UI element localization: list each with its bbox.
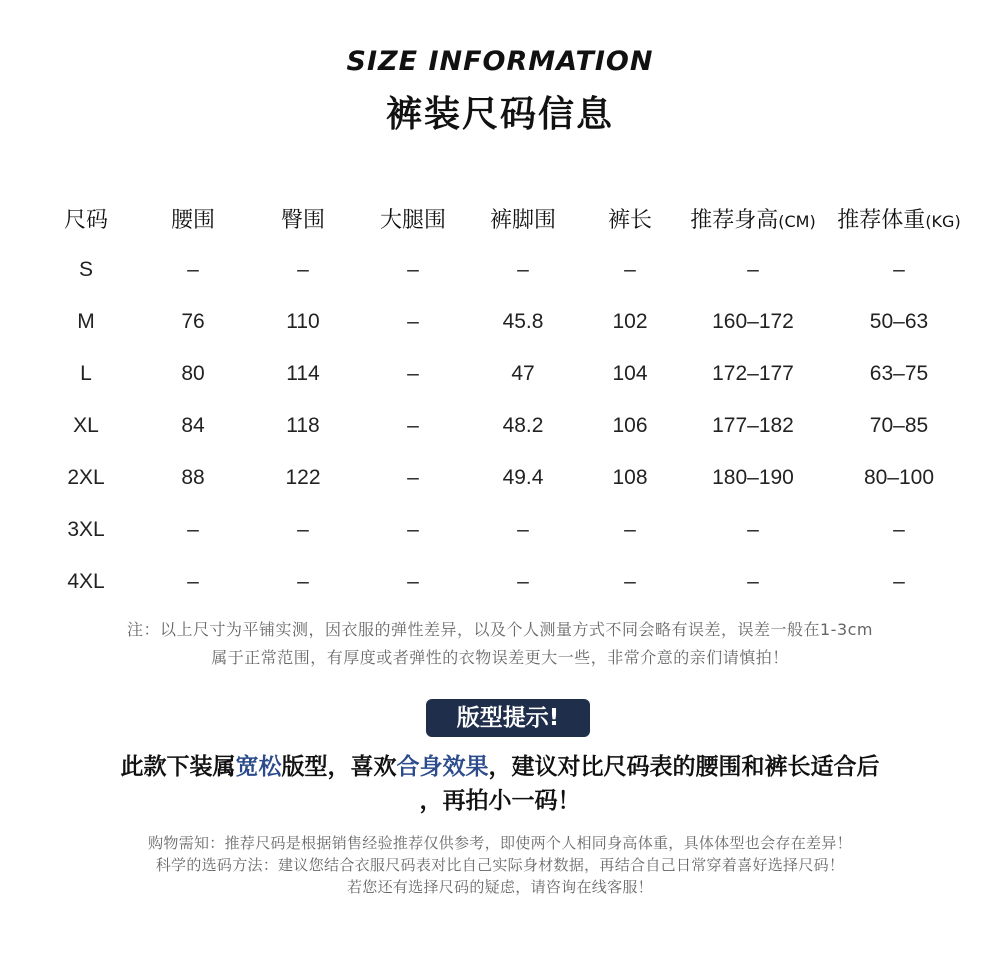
table-cell: 80	[181, 362, 205, 385]
tip-line: 购物需知：推荐尺码是根据销售经验推荐仅供参考，即使两个人相同身高体重，具体体型也会存在差异！	[148, 834, 852, 852]
table-cell: –	[187, 570, 199, 593]
table-cell: –	[747, 258, 759, 281]
table-cell: –	[187, 518, 199, 541]
shopping-tips	[0, 832, 1000, 898]
table-cell: 50–63	[869, 310, 929, 333]
table-cell: –	[747, 570, 759, 593]
table-cell: 102	[612, 310, 648, 333]
table-row	[30, 452, 970, 504]
table-cell: 118	[286, 414, 320, 437]
table-cell: 122	[285, 466, 321, 489]
header-cell: 腰围	[170, 207, 215, 233]
fit-line-1: 此款下装属宽松版型，喜欢合身效果，建议对比尺码表的腰围和裤长适合后	[120, 754, 880, 780]
table-cell: 110	[286, 310, 320, 333]
size-table	[30, 192, 970, 608]
table-cell: 63–75	[869, 362, 929, 385]
size-label-cell: 3XL	[67, 518, 105, 541]
table-cell: –	[407, 466, 419, 489]
table-cell: 49.4	[502, 466, 544, 489]
table-row	[30, 556, 970, 608]
fit-description	[40, 750, 960, 818]
table-cell: 84	[181, 414, 205, 437]
table-cell: 108	[612, 466, 648, 489]
highlight-loose: 宽松	[235, 754, 282, 780]
table-cell: –	[407, 570, 419, 593]
table-cell: 177–182	[712, 414, 794, 437]
table-cell: –	[297, 518, 309, 541]
size-label-cell: 2XL	[67, 466, 105, 489]
table-cell: 80–100	[863, 466, 935, 489]
table-cell: –	[407, 518, 419, 541]
table-cell: 88	[181, 466, 205, 489]
note-line: 注：以上尺寸为平铺实测，因衣服的弹性差异，以及个人测量方式不同会略有误差，误差一般在1-3cm	[126, 620, 874, 639]
table-cell: –	[297, 258, 309, 281]
table-cell: –	[407, 414, 419, 437]
table-cell: 114	[286, 362, 320, 385]
table-cell: –	[517, 518, 529, 541]
table-cell: –	[624, 518, 636, 541]
header-cell: 推荐体重(KG)	[837, 207, 961, 233]
table-cell: –	[624, 570, 636, 593]
table-cell: 104	[612, 362, 648, 385]
table-cell: 70–85	[869, 414, 929, 437]
table-cell: –	[893, 518, 905, 541]
table-row	[30, 348, 970, 400]
table-cell: –	[624, 258, 636, 281]
tip-line: 若您还有选择尺码的疑虑，请咨询在线客服！	[346, 878, 653, 896]
header-cell: 尺码	[63, 207, 108, 233]
note-line: 属于正常范围，有厚度或者弹性的衣物误差更大一些，非常介意的亲们请慎拍！	[211, 648, 789, 667]
table-cell: –	[893, 570, 905, 593]
table-cell: –	[517, 258, 529, 281]
table-cell: –	[407, 362, 419, 385]
table-cell: –	[893, 258, 905, 281]
table-row	[30, 400, 970, 452]
fit-line-2: ，再拍小一码！	[419, 788, 581, 814]
title-chinese: 裤装尺码信息	[385, 94, 614, 135]
size-label-cell: XL	[73, 414, 99, 437]
table-cell: –	[297, 570, 309, 593]
table-cell: –	[187, 258, 199, 281]
table-cell: –	[407, 310, 419, 333]
size-label-cell: 4XL	[67, 570, 105, 593]
header-cell: 臀围	[280, 207, 325, 233]
table-cell: 76	[181, 310, 205, 333]
table-cell: –	[747, 518, 759, 541]
table-cell: 180–190	[712, 466, 794, 489]
table-row	[30, 504, 970, 556]
size-label-cell: S	[78, 258, 93, 281]
size-label-cell: L	[80, 362, 92, 385]
table-cell: 48.2	[502, 414, 544, 437]
fit-tip-badge: 版型提示!	[426, 699, 590, 737]
header-cell: 裤长	[607, 207, 652, 233]
measurement-note	[0, 616, 1000, 672]
table-cell: –	[407, 258, 419, 281]
table-cell: 45.8	[502, 310, 544, 333]
table-row	[30, 296, 970, 348]
table-row	[30, 244, 970, 296]
table-cell: 47	[511, 362, 535, 385]
table-cell: –	[517, 570, 529, 593]
highlight-fitted: 合身效果	[396, 754, 489, 780]
table-cell: 106	[612, 414, 648, 437]
table-cell: 160–172	[712, 310, 794, 333]
tip-line: 科学的选码方法：建议您结合衣服尺码表对比自己实际身材数据，再结合自己日常穿着喜好选择尺码！	[155, 856, 845, 874]
table-cell: 172–177	[712, 362, 794, 385]
header-cell: 大腿围	[379, 207, 446, 233]
title-english: SIZE INFORMATION	[346, 46, 654, 77]
header-cell: 推荐身高(CM)	[690, 207, 816, 233]
header-cell: 裤脚围	[489, 207, 556, 233]
size-label-cell: M	[77, 310, 95, 333]
table-header-row	[30, 192, 970, 244]
